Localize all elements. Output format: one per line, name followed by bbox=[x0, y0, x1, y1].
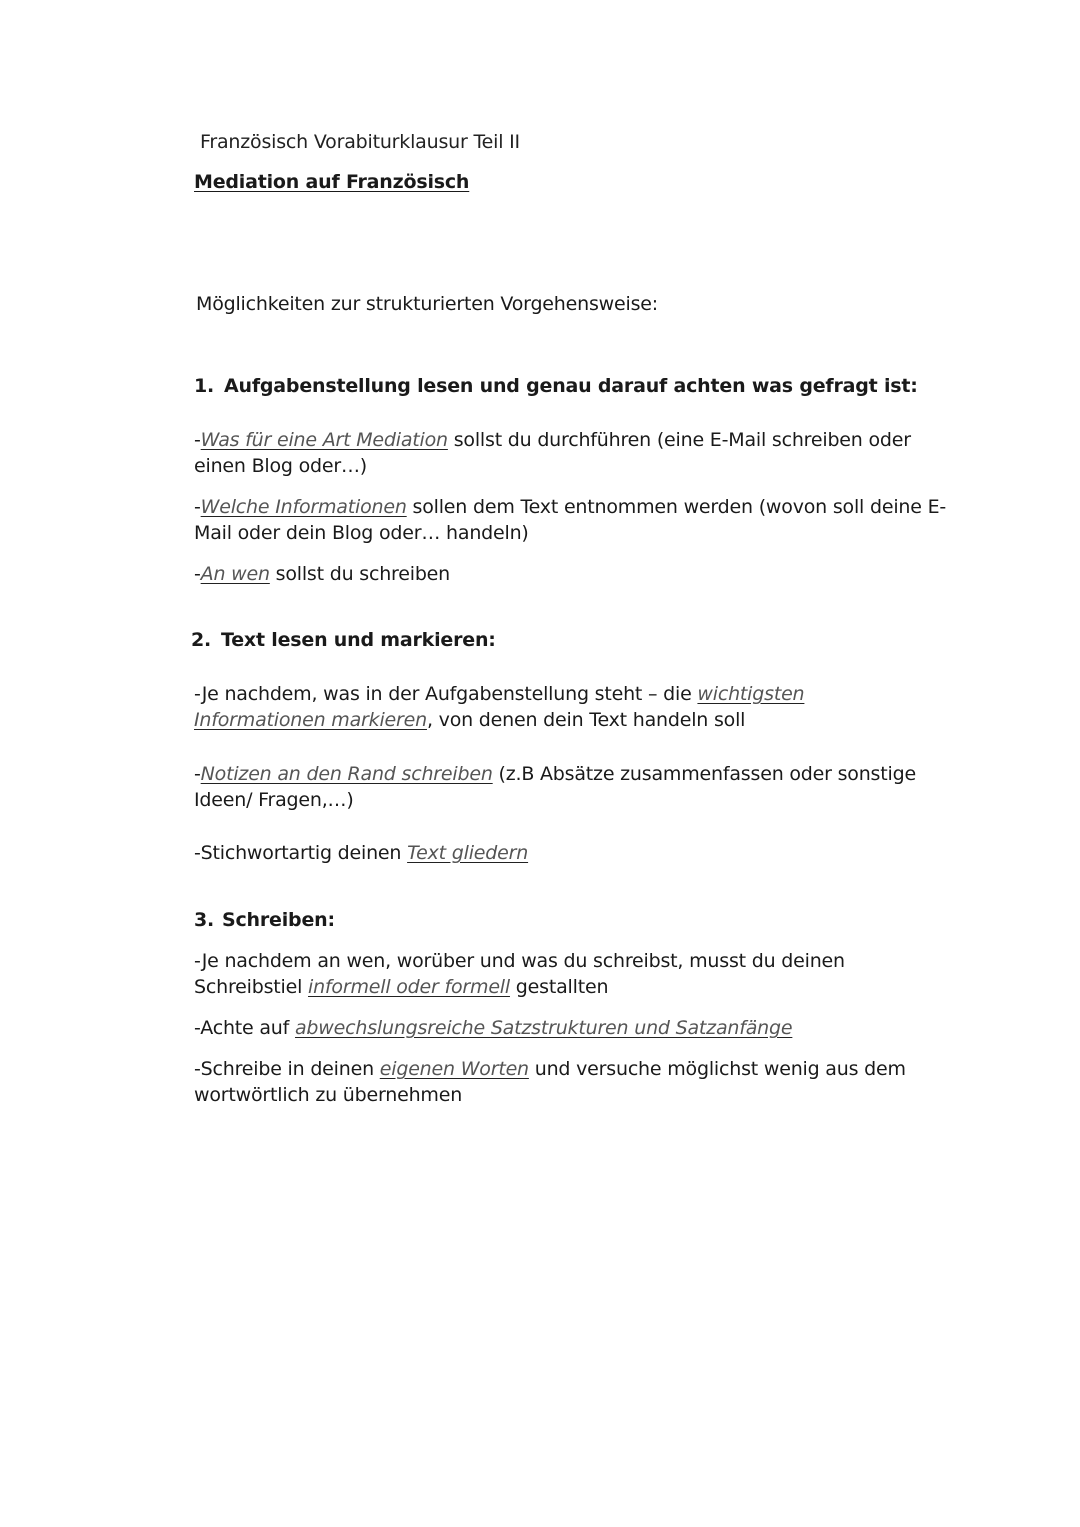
item-prefix: - bbox=[194, 563, 201, 585]
item-emphasis: abwechslungsreiche Satzstrukturen und Satzanfänge bbox=[294, 1017, 793, 1039]
section-1-number: 1. bbox=[194, 375, 215, 397]
item-prefix: - bbox=[194, 429, 201, 451]
item-prefix: -Schreibe in deinen bbox=[194, 1058, 380, 1080]
section-1-heading bbox=[194, 373, 918, 400]
section-2-heading bbox=[191, 627, 496, 654]
section-3-number: 3. bbox=[194, 909, 215, 931]
section-2-item-3 bbox=[194, 840, 964, 866]
section-3-heading bbox=[194, 907, 335, 934]
item-emphasis: Notizen an den Rand schreiben bbox=[200, 763, 493, 785]
item-emphasis: informell oder formell bbox=[308, 976, 510, 998]
section-3-item-2 bbox=[194, 1015, 964, 1041]
item-emphasis: Was für eine Art Mediation bbox=[200, 429, 448, 451]
section-1-item-2 bbox=[194, 494, 964, 546]
document-subtitle: Mediation auf Französisch bbox=[194, 171, 470, 193]
section-2-item-2 bbox=[194, 761, 964, 813]
item-text: , von denen dein Text handeln soll bbox=[426, 709, 746, 731]
section-1-item-1 bbox=[194, 427, 964, 479]
item-emphasis: Text gliedern bbox=[407, 842, 529, 864]
item-emphasis: An wen bbox=[200, 563, 270, 585]
item-prefix: -Je nachdem, was in der Aufgabenstellung steht – die bbox=[194, 683, 698, 705]
section-2-item-1 bbox=[194, 681, 894, 733]
item-prefix: -Je nachdem an wen, worüber und was du schreibst, musst du deinen Schreibstiel bbox=[194, 950, 845, 998]
item-text: sollst du durchführen (eine E-Mail schreiben oder einen Blog oder…) bbox=[194, 429, 911, 477]
section-3-item-3 bbox=[194, 1056, 964, 1108]
item-prefix: -Achte auf bbox=[194, 1017, 295, 1039]
section-1-item-3 bbox=[194, 561, 964, 587]
section-3-item-1 bbox=[194, 948, 914, 1000]
item-prefix: -Stichwortartig deinen bbox=[194, 842, 408, 864]
intro-text: Möglichkeiten zur strukturierten Vorgehensweise: bbox=[196, 293, 658, 315]
item-emphasis: Welche Informationen bbox=[200, 496, 407, 518]
item-prefix: - bbox=[194, 763, 201, 785]
item-text: sollst du schreiben bbox=[269, 563, 451, 585]
item-emphasis: eigenen Worten bbox=[379, 1058, 529, 1080]
item-text: gestallten bbox=[509, 976, 609, 998]
item-emphasis: wichtigsten Informationen markieren bbox=[194, 683, 805, 731]
item-text: und versuche möglichst wenig aus dem wortwörtlich zu übernehmen bbox=[194, 1058, 906, 1106]
section-2-heading-text: Text lesen und markieren: bbox=[221, 629, 496, 651]
item-text: sollen dem Text entnommen werden (wovon soll deine E-Mail oder dein Blog oder… handeln) bbox=[194, 496, 947, 544]
section-3-heading-text: Schreiben: bbox=[222, 909, 335, 931]
document-title: Französisch Vorabiturklausur Teil II bbox=[200, 131, 520, 153]
section-1-heading-text: Aufgabenstellung lesen und genau darauf achten was gefragt ist: bbox=[224, 375, 918, 397]
section-2-number: 2. bbox=[191, 629, 212, 651]
item-prefix: - bbox=[194, 496, 201, 518]
item-text: (z.B Absätze zusammenfassen oder sonstige Ideen/ Fragen,…) bbox=[194, 763, 916, 811]
